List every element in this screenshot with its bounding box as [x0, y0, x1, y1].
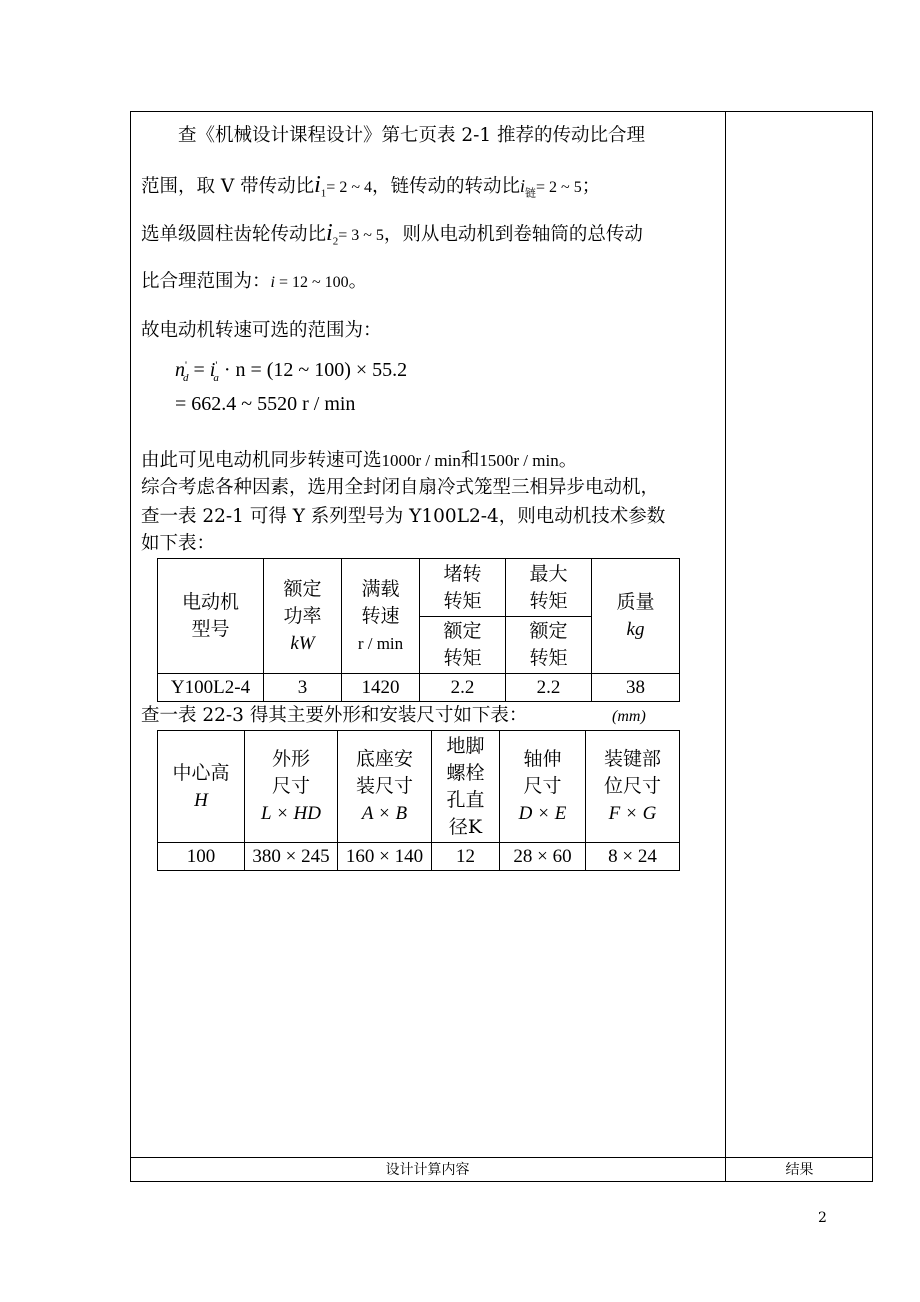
design-content-label-text: 设计计算内容 — [385, 1162, 470, 1178]
table-row — [158, 674, 680, 702]
design-content-label — [130, 1160, 725, 1180]
ratio-i2-value: = 3 ~ 5 — [338, 227, 384, 244]
header-stall-torque — [420, 559, 506, 617]
intro-line-3-c: ，则从电动机到卷轴筒的总传动 — [383, 224, 643, 245]
cell-power: 3 — [264, 674, 342, 702]
cell-bolt-diameter: 12 — [432, 843, 500, 871]
header-bolt-l4: 径K — [448, 815, 483, 838]
intro-line-3 — [141, 219, 643, 256]
conclusion-line-2-text: 综合考虑各种因素，选用全封闭自扇冷式笼型三相异步电动机， — [141, 477, 660, 498]
total-ratio-value: = 12 ~ 100 — [278, 274, 349, 291]
ratio-i1: i — [314, 172, 321, 198]
header-max-torque — [506, 559, 592, 617]
header-overall-sym: L × HD — [261, 803, 321, 824]
header-max-rated — [506, 617, 592, 674]
header-base-l1: 底座安 — [355, 748, 413, 770]
result-column-divider — [725, 111, 726, 1182]
header-center-height — [158, 731, 245, 843]
header-motor-model — [158, 559, 264, 674]
header-center-height-sym: H — [194, 789, 208, 811]
header-shaft-ext — [500, 731, 586, 843]
eq1-n-sup: ' — [185, 359, 187, 372]
intro-line-4 — [141, 268, 367, 297]
footer-divider — [130, 1157, 873, 1158]
header-motor-model-l1: 电动机 — [181, 591, 239, 613]
conclusion-line-3-text: 查一表 22-1 可得 Y 系列型号为 Y100L2-4，则电动机技术参数 — [141, 506, 666, 527]
conclusion-line-1-a: 由此可见电动机同步转速可选 — [141, 450, 382, 471]
header-shaft-l1: 轴伸 — [523, 748, 562, 770]
ratio-i1-value: = 2 ~ 4 — [326, 179, 372, 196]
eq1-i-sub: a — [213, 372, 219, 384]
header-key-sym: F × G — [608, 803, 657, 824]
intro-line-3-a: 选单级圆柱齿轮传动比 — [141, 224, 327, 245]
dims-caption-text: 查一表 22-3 得其主要外形和安装尺寸如下表： — [141, 705, 528, 726]
conclusion-line-4-text: 如下表： — [141, 533, 216, 554]
header-rated-power-unit: kW — [290, 632, 315, 654]
header-stall-l2: 转矩 — [443, 589, 482, 612]
header-speed-unit: r / min — [357, 633, 404, 653]
header-center-height-l1: 中心高 — [172, 761, 230, 784]
ratio-i1-sub: 1 — [320, 187, 327, 200]
cell-speed: 1420 — [342, 674, 420, 702]
header-mass-l1: 质量 — [616, 591, 655, 613]
header-max-rated-l2: 转矩 — [529, 647, 568, 669]
dims-unit-text: (mm) — [612, 708, 646, 725]
cell-max-ratio: 2.2 — [506, 674, 592, 702]
ratio-chain-value: = 2 ~ 5 — [536, 179, 582, 196]
header-stall-rated-l2: 转矩 — [443, 647, 482, 669]
intro-line-1-text: 查《机械设计课程设计》第七页表 2-1 推荐的传动比合理 — [178, 125, 646, 146]
header-shaft-sym: D × E — [518, 803, 567, 824]
page-number — [818, 1210, 827, 1226]
header-overall-size — [245, 731, 338, 843]
header-full-load-speed — [342, 559, 420, 674]
ratio-i2-sub: 2 — [332, 235, 339, 248]
speed-equation-2 — [175, 393, 355, 416]
intro-line-2 — [141, 171, 600, 208]
header-mass — [592, 559, 680, 674]
header-overall-l1: 外形 — [271, 748, 310, 770]
cell-shaft-ext: 28 × 60 — [500, 843, 586, 871]
cell-overall-size: 380 × 245 — [245, 843, 338, 871]
header-overall-l2: 尺寸 — [271, 775, 310, 797]
intro-line-2-c: ，链传动的转动比 — [371, 176, 520, 197]
dims-unit — [612, 706, 646, 728]
header-bolt-l2: 螺栓 — [446, 761, 485, 784]
cell-key-position: 8 × 24 — [586, 843, 680, 871]
motor-parameter-table — [157, 558, 680, 702]
header-speed-l2: 转速 — [361, 604, 400, 627]
ratio-chain: i — [520, 176, 526, 196]
header-key-l2: 位尺寸 — [603, 775, 661, 797]
speed-heading-text: 故电动机转速可选的范围为： — [141, 320, 382, 341]
header-bolt-l3: 孔直 — [446, 788, 485, 811]
intro-line-2-e: ； — [581, 176, 601, 197]
header-rated-power-l1: 额定 — [283, 577, 322, 600]
intro-line-4-c: 。 — [348, 271, 368, 292]
cell-base-mount: 160 × 140 — [338, 843, 432, 871]
page-number-text: 2 — [818, 1210, 827, 1226]
result-label — [726, 1160, 873, 1180]
header-bolt-l1: 地脚 — [446, 734, 485, 757]
header-stall-rated — [420, 617, 506, 674]
eq1-i-sup: ' — [215, 359, 218, 372]
header-stall-rated-l1: 额定 — [443, 620, 482, 642]
eq1-rest: · n = (12 ~ 100) × 55.2 — [218, 359, 408, 381]
header-stall-l1: 堵转 — [443, 562, 482, 585]
intro-line-4-a: 比合理范围为： — [141, 271, 271, 292]
cell-center-height: 100 — [158, 843, 245, 871]
speed-equation-1 — [175, 359, 407, 384]
eq1-n: n — [175, 359, 185, 381]
conclusion-line-2 — [141, 476, 659, 500]
cell-stall-ratio: 2.2 — [420, 674, 506, 702]
cell-model: Y100L2-4 — [158, 674, 264, 702]
header-max-l1: 最大 — [529, 562, 568, 585]
header-mass-unit: kg — [626, 619, 645, 640]
conclusion-line-3 — [141, 505, 665, 529]
eq1-equals: = — [188, 359, 210, 381]
header-base-l2: 装尺寸 — [355, 775, 413, 797]
intro-line-1 — [178, 122, 645, 150]
header-motor-model-l2: 型号 — [191, 618, 230, 640]
total-ratio-i: i — [270, 274, 275, 291]
ratio-chain-sub: 链 — [525, 186, 537, 200]
dimensions-table — [157, 730, 680, 871]
header-rated-power-l2: 功率 — [283, 604, 322, 627]
header-base-sym: A × B — [361, 803, 408, 824]
cell-mass: 38 — [592, 674, 680, 702]
header-key-position — [586, 731, 680, 843]
conclusion-line-4 — [141, 532, 215, 556]
eq2-text: = 662.4 ~ 5520 r / min — [175, 393, 356, 415]
conclusion-line-1-b: 和 — [460, 450, 480, 471]
header-max-l2: 转矩 — [529, 589, 568, 612]
header-rated-power — [264, 559, 342, 674]
ratio-i2: i — [326, 220, 333, 246]
header-base-mount — [338, 731, 432, 843]
speed-option-1500: 1500r / min — [479, 451, 559, 470]
intro-line-2-a: 范围，取 V 带传动比 — [141, 176, 315, 197]
dims-caption — [141, 703, 527, 729]
result-label-text: 结果 — [785, 1162, 814, 1178]
conclusion-line-1-c: 。 — [558, 450, 578, 471]
header-shaft-l2: 尺寸 — [523, 775, 562, 797]
eq1-i: i — [209, 359, 216, 381]
header-speed-l1: 满载 — [361, 577, 400, 600]
header-max-rated-l1: 额定 — [529, 620, 568, 642]
speed-heading — [141, 317, 382, 345]
header-key-l1: 装键部 — [603, 748, 661, 770]
table-row — [158, 843, 680, 871]
eq1-n-sub: d — [182, 372, 189, 384]
header-anchor-bolt — [432, 731, 500, 843]
conclusion-line-1 — [141, 449, 577, 473]
speed-option-1000: 1000r / min — [381, 451, 461, 470]
